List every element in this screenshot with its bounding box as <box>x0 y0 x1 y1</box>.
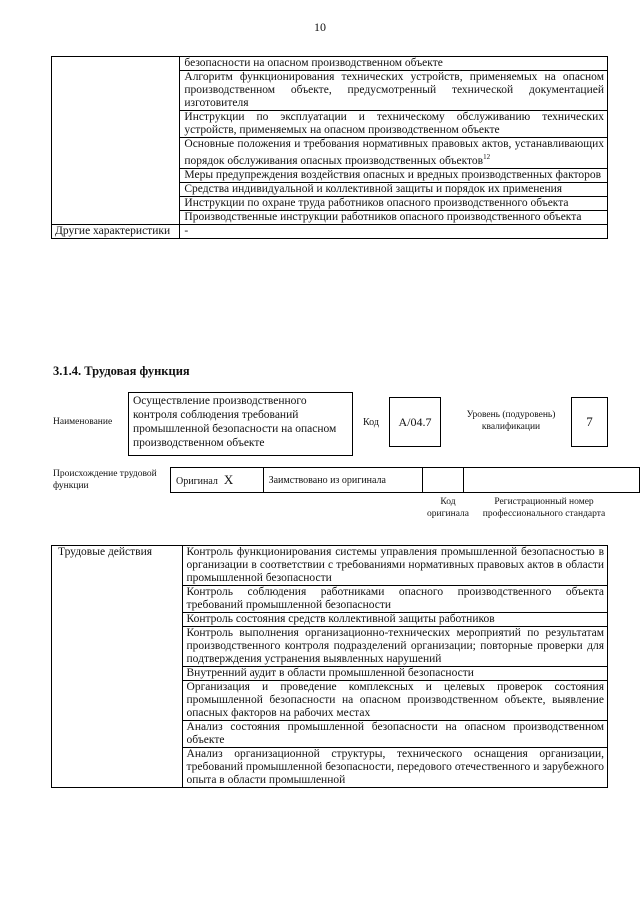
origin-original-cell <box>171 468 264 493</box>
table-cell: Производственные инструкции работников опасного производственного объекта <box>180 210 608 224</box>
table-cell: Контроль функционирования системы управления промышленной безопасностью в организации в соответствии с требованиями нормативных правовых актов в области промышленной безопасности <box>182 546 607 586</box>
table-row <box>52 224 608 238</box>
table-cell-text: Основные положения и требования нормативных правовых актов, устанавливающих порядок обслуживания опасных производственных объектов <box>184 138 604 167</box>
origin-registration-caption: Регистрационный номер профессионального стандарта <box>482 497 606 519</box>
origin-table <box>170 467 640 493</box>
table-cell: безопасности на опасном производственном объекте <box>180 57 608 71</box>
table-cell: Инструкции по эксплуатации и техническому обслуживанию технических устройств, применяемых на опасном производственном объекте <box>180 111 608 138</box>
other-characteristics-value: - <box>180 224 608 238</box>
name-label: Наименование <box>53 417 113 427</box>
labor-actions-label: Трудовые действия <box>52 546 183 788</box>
qualification-level-label: Уровень (подуровень) квалификации <box>466 410 556 432</box>
table-cell: Средства индивидуальной и коллективной защиты и порядок их применения <box>180 182 608 196</box>
table-cell: Анализ организационной структуры, технического оснащения организации, требований промышленной безопасности, передового отечественного и зарубежного опыта в области промышленной <box>182 748 607 788</box>
origin-label: Происхождение трудовой функции <box>53 469 157 491</box>
code-label: Код <box>363 417 379 428</box>
table-cell: Контроль состояния средств коллективной защиты работников <box>182 613 607 627</box>
table-cell-empty <box>52 57 180 225</box>
code-value-box: A/04.7 <box>389 397 441 447</box>
origin-empty-cell <box>463 468 639 493</box>
table-row <box>171 468 640 493</box>
requirements-table <box>51 56 608 239</box>
table-cell: Контроль выполнения организационно-технических мероприятий по результатам производственного контроля подразделений организации; повторные проверки для подтверждения устранения выявленных нарушений <box>182 627 607 667</box>
table-cell: Инструкции по охране труда работников опасного производственного объекта <box>180 196 608 210</box>
table-cell: Анализ состояния промышленной безопасности на опасном производственном объекте <box>182 721 607 748</box>
origin-code-caption: Код оригинала <box>427 497 469 519</box>
other-characteristics-label: Другие характеристики <box>52 224 180 238</box>
table-row <box>52 57 608 71</box>
qualification-level-box: 7 <box>571 397 608 447</box>
table-cell: Внутренний аудит в области промышленной безопасности <box>182 667 607 681</box>
page-number: 10 <box>314 20 326 34</box>
table-cell: Организация и проведение комплексных и целевых проверок состояния промышленной безопасности на опасном производственном объекте, выявление опасных факторов на рабочих местах <box>182 681 607 721</box>
function-name-box: Осуществление производственного контроля соблюдения требований промышленной безопасности на опасном производственном объекте <box>128 392 353 456</box>
section-heading: 3.1.4. Трудовая функция <box>53 364 190 378</box>
origin-original-label: Оригинал <box>176 475 218 487</box>
table-cell: Алгоритм функционирования технических устройств, применяемых на опасном производственном объекте, предусмотренный технической документацией изготовителя <box>180 71 608 111</box>
labor-actions-table <box>51 545 608 788</box>
table-cell: Контроль соблюдения работниками опасного производственного объекта требований промышленной безопасности <box>182 586 607 613</box>
origin-borrowed-cell: Заимствовано из оригинала <box>263 468 423 493</box>
origin-empty-cell <box>423 468 464 493</box>
table-cell: Меры предупреждения воздействия опасных и вредных производственных факторов <box>180 168 608 182</box>
footnote-marker: 12 <box>483 153 491 161</box>
table-cell <box>180 138 608 169</box>
origin-cross-mark: X <box>223 471 234 487</box>
table-row <box>52 546 608 586</box>
